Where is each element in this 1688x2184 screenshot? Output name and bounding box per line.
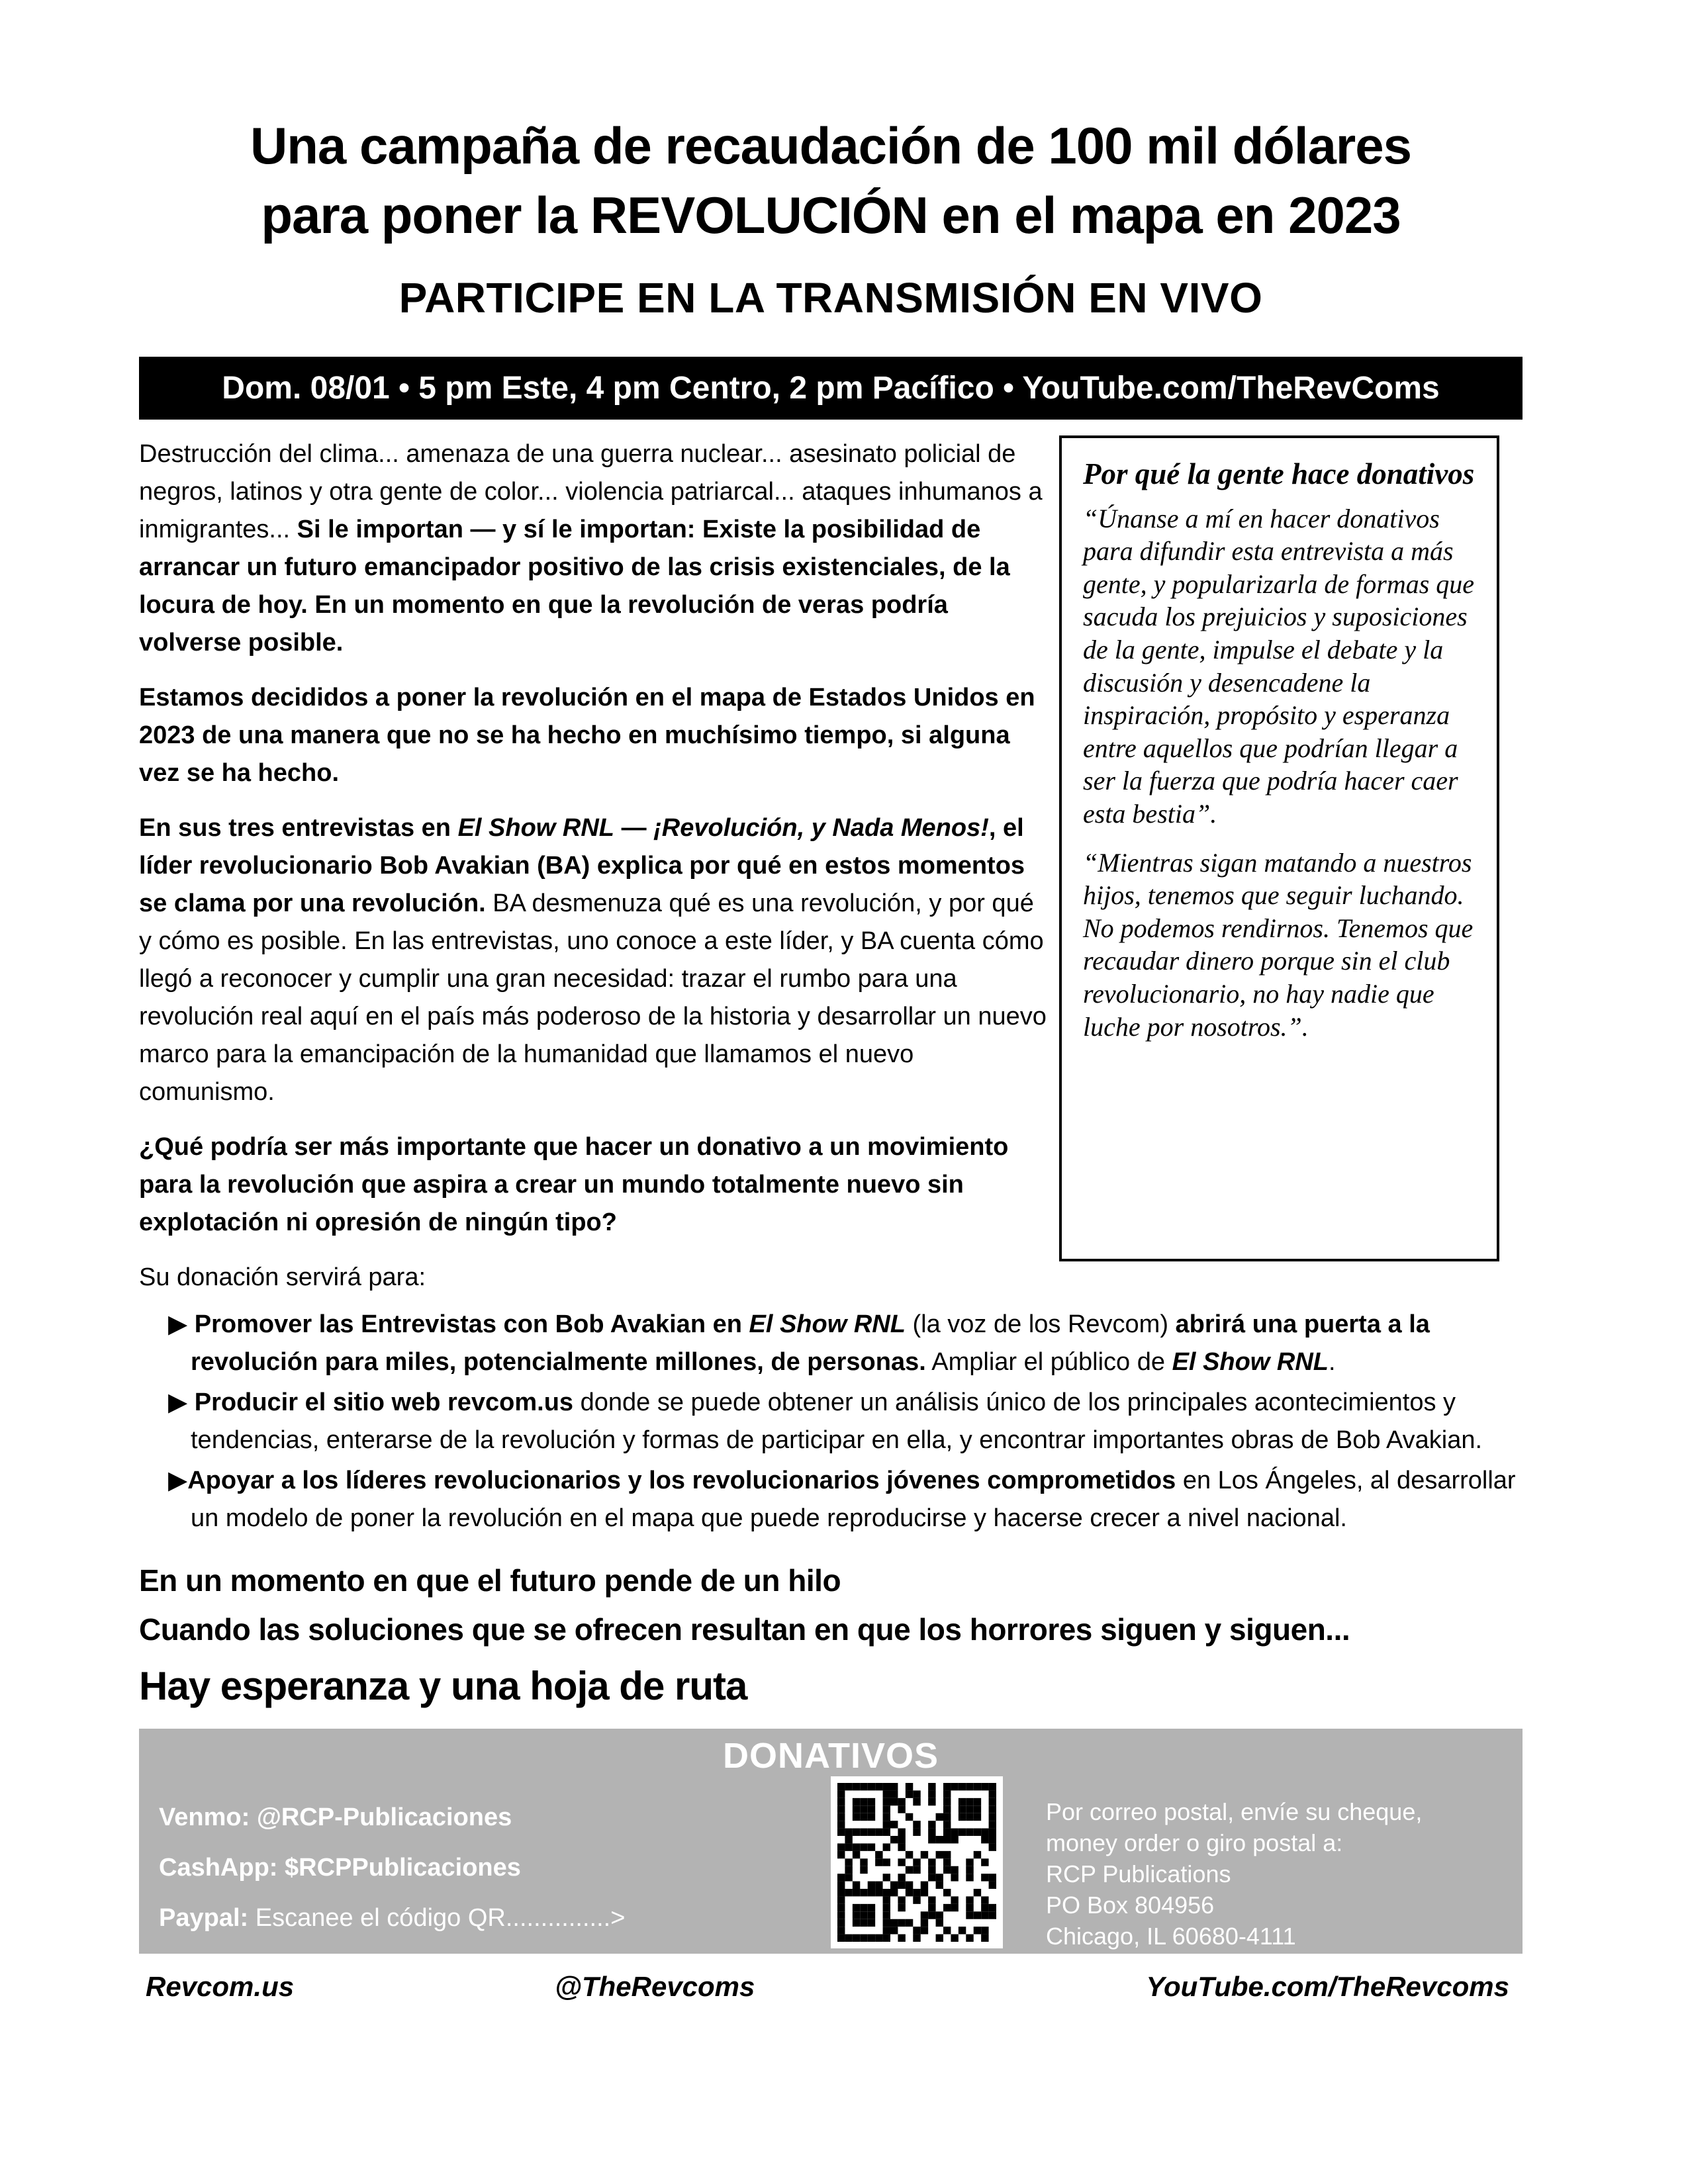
mail-line: Por correo postal, envíe su cheque, bbox=[1046, 1797, 1423, 1825]
content-area bbox=[139, 420, 1549, 2011]
donation-uses-list bbox=[139, 1306, 1549, 1537]
schedule-bar bbox=[139, 357, 1523, 420]
footer bbox=[139, 1971, 1549, 2011]
cashapp-line: CashApp: $RCPPublicaciones bbox=[159, 1853, 521, 1882]
schedule-text: Dom. 08/01 • 5 pm Este, 4 pm Centro, 2 pm Pacífico • YouTube.com/TheRevComs bbox=[222, 370, 1440, 406]
closing-line-2: Cuando las soluciones que se ofrecen resultan en que los horrores siguen y siguen... bbox=[139, 1612, 1350, 1647]
paragraph-crises: Destrucción del clima... amenaza de una guerra nuclear... asesinato policial de negros, latinos y otra gente de color... violencia patriarcal... ataques inhumanos a inmigrantes... Si le importan — y sí le importan: Existe la posibilidad de arrancar un futuro emancipador positivo de las crisis existenciales, de la locura de hoy. En un momento en que la revolución de veras podría volverse posible. bbox=[139, 439, 1043, 657]
donor-quote-1: “Únanse a mí en hacer donativos para difundir esta entrevista a más gente, y popularizarla de formas que sacuda los prejuicios y suposiciones de la gente, impulse el debate y la discusión y desencadene la inspiración, propósito y esperanza entre aquellos que podrían llegar a ser la fuerza que podría hacer caer esta bestia”. bbox=[1083, 503, 1475, 829]
triangle-bullet-icon: ▶ bbox=[168, 1466, 188, 1494]
list-item: ▶ Promover las Entrevistas con Bob Avakian en El Show RNL (la voz de los Revcom) abrirá una puerta a la revolución para miles, potencialmente millones, de personas. Ampliar el público de El Show RNL. bbox=[168, 1310, 1430, 1376]
donations-payment-methods bbox=[159, 1792, 625, 1943]
footer-youtube: YouTube.com/TheRevcoms bbox=[1146, 1970, 1509, 2002]
donations-mail-address bbox=[1046, 1796, 1422, 1952]
main-text-column bbox=[139, 435, 1047, 1297]
donation-intro: Su donación servirá para: bbox=[139, 1263, 426, 1291]
mail-line: RCP Publications bbox=[1046, 1860, 1231, 1888]
list-item: ▶Apoyar a los líderes revolucionarios y los revolucionarios jóvenes comprometidos en Los Ángeles, al desarrollar un modelo de poner la revolución en el mapa que puede reproducirse y hacerse crecer a nivel nacional. bbox=[168, 1466, 1516, 1532]
mail-line: Chicago, IL 60680-4111 bbox=[1046, 1922, 1296, 1950]
paypal-line: Paypal: Escanee el código QR...............> bbox=[159, 1903, 626, 1932]
footer-website: Revcom.us bbox=[146, 1970, 295, 2002]
venmo-line: Venmo: @RCP-Publicaciones bbox=[159, 1803, 512, 1831]
triangle-bullet-icon: ▶ bbox=[168, 1310, 195, 1338]
title-line-2: para poner la REVOLUCIÓN en el mapa en 2023 bbox=[261, 186, 1401, 245]
donor-quotes-title: Por qué la gente hace donativos bbox=[1083, 457, 1475, 490]
subtitle-livestream: PARTICIPE EN LA TRANSMISIÓN EN VIVO bbox=[399, 273, 1263, 322]
paragraph-interviews: En sus tres entrevistas en El Show RNL — ¡Revolución, y Nada Menos!, el líder revolucionario Bob Avakian (BA) explica por qué en estos momentos se clama por una revolución. BA desmenuza qué es una revolución, y por qué y cómo es posible. En las entrevistas, uno conoce a este líder, y BA cuenta cómo llegó a reconocer y cumplir una gran necesidad: trazar el rumbo para una revolución real aquí en el país más poderoso de la historia y desarrollar un nuevo marco para la emancipación de la humanidad que llamamos el nuevo comunismo. bbox=[139, 813, 1047, 1106]
list-item: ▶ Producir el sitio web revcom.us donde se puede obtener un análisis único de los principales acontecimientos y tendencias, enterarse de la revolución y formas de participar en ella, y encontrar importantes obras de Bob Avakian. bbox=[168, 1388, 1483, 1454]
donations-panel bbox=[139, 1729, 1523, 1954]
title-line-1: Una campaña de recaudación de 100 mil dólares bbox=[250, 116, 1412, 175]
qr-code bbox=[831, 1776, 1003, 1948]
triangle-bullet-icon: ▶ bbox=[168, 1388, 195, 1416]
donations-title: DONATIVOS bbox=[722, 1735, 939, 1776]
mail-line: PO Box 804956 bbox=[1046, 1891, 1215, 1919]
title-block bbox=[139, 0, 1523, 322]
donor-quote-2: “Mientras sigan matando a nuestros hijos, tenemos que seguir luchando. No podemos rendirnos. Tenemos que recaudar dinero porque sin el club revolucionario, no hay nadie que luche por nosotros.”. bbox=[1083, 847, 1474, 1042]
closing-line-1: En un momento en que el futuro pende de un hilo bbox=[139, 1563, 841, 1598]
paragraph-determined: Estamos decididos a poner la revolución en el mapa de Estados Unidos en 2023 de una manera que no se ha hecho en muchísimo tiempo, si alguna vez se ha hecho. bbox=[139, 683, 1035, 787]
closing-line-3: Hay esperanza y una hoja de ruta bbox=[139, 1663, 747, 1708]
paragraph-donation-question: ¿Qué podría ser más importante que hacer un donativo a un movimiento para la revolución que aspira a crear un mundo totalmente nuevo sin explotación ni opresión de ningún tipo? bbox=[139, 1132, 1009, 1236]
footer-social-handle: @TheRevcoms bbox=[555, 1970, 755, 2002]
donor-quotes-box bbox=[1059, 435, 1499, 1261]
mail-line: money order o giro postal a: bbox=[1046, 1829, 1343, 1856]
